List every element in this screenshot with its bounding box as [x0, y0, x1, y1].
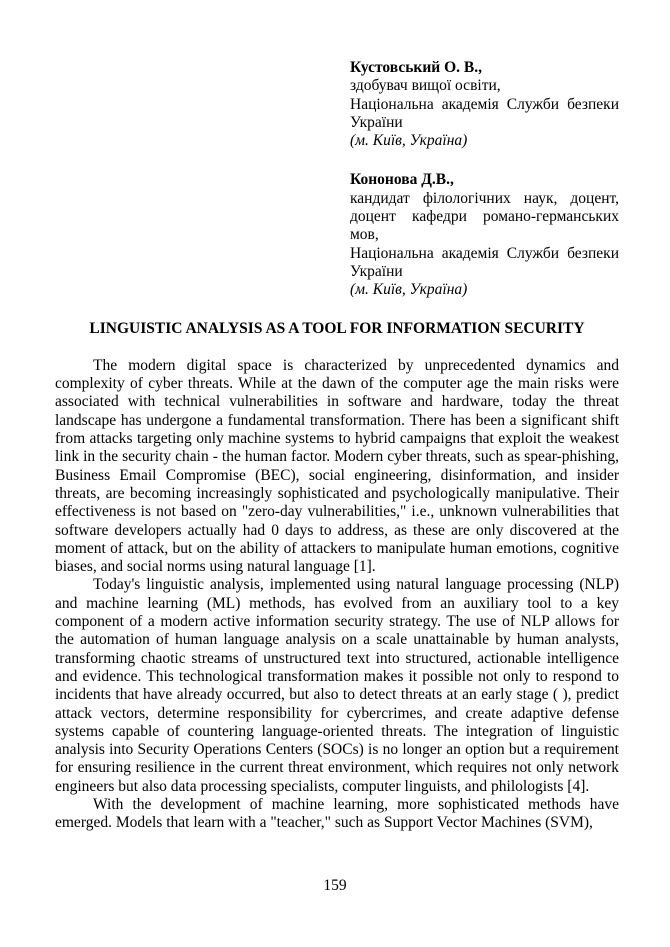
author-affiliation: Національна академія Служби безпеки України [350, 244, 619, 280]
paper-title: LINGUISTIC ANALYSIS AS A TOOL FOR INFORMATION SECURITY [89, 319, 585, 337]
author-block-2 [350, 171, 619, 299]
author-location: (м. Київ, Україна) [350, 132, 468, 150]
author-location: (м. Київ, Україна) [350, 281, 468, 299]
author-name: Кононова Д.В., [350, 171, 454, 189]
author-role: кандидат філологічних наук, доцент, доцент кафедри романо-германських мов, [350, 189, 619, 244]
author-affiliation: Національна академія Служби безпеки України [350, 95, 619, 131]
body-paragraph-2: Today's linguistic analysis, implemented using natural language processing (NLP) and machine learning (ML) methods, has evolved from an auxiliary tool to a key component of a modern active information security strategy. The use of NLP allows for the automation of human language analysis on a scale unattainable by human analysts, transforming chaotic streams of unstructured text into structured, actionable intelligence and evidence. This technological transformation makes it possible not only to respond to incidents that have already occurred, but also to detect threats at an early stage ( ), predict attack vectors, determine responsibility for cybercrimes, and create adaptive defense systems capable of countering language-oriented threats. The integration of linguistic analysis into Security Operations Centers (SOCs) is no longer an option but a requirement for ensuring resilience in the current threat environment, which requires not only network engineers but also data processing specialists, computer linguists, and philologists [4]. [55, 576, 619, 795]
body-paragraph-3: With the development of machine learning, more sophisticated methods have emerged. Models that learn with a "teacher," such as Support Vector Machines (SVM), [55, 795, 619, 832]
body-paragraph-1: The modern digital space is characterized by unprecedented dynamics and complexity of cyber threats. While at the dawn of the computer age the main risks were associated with technical vulnerabilities in software and hardware, today the threat landscape has undergone a fundamental transformation. There has been a significant shift from attacks targeting only machine systems to hybrid campaigns that exploit the weakest link in the security chain - the human factor. Modern cyber threats, such as spear-phishing, Business Email Compromise (BEC), social engineering, disinformation, and insider threats, are becoming increasingly sophisticated and psychologically manipulative. Their effectiveness is not based on "zero-day vulnerabilities," i.e., unknown vulnerabilities that software developers actually had 0 days to address, as these are only discovered at the moment of attack, but on the ability of attackers to manipulate human emotions, cognitive biases, and social norms using natural language [1]. [55, 356, 619, 576]
author-role: здобувач вищої освіти, [350, 77, 501, 95]
page-number: 159 [323, 877, 347, 894]
author-block-1 [350, 59, 619, 150]
author-name: Кустовський О. В., [350, 59, 482, 76]
